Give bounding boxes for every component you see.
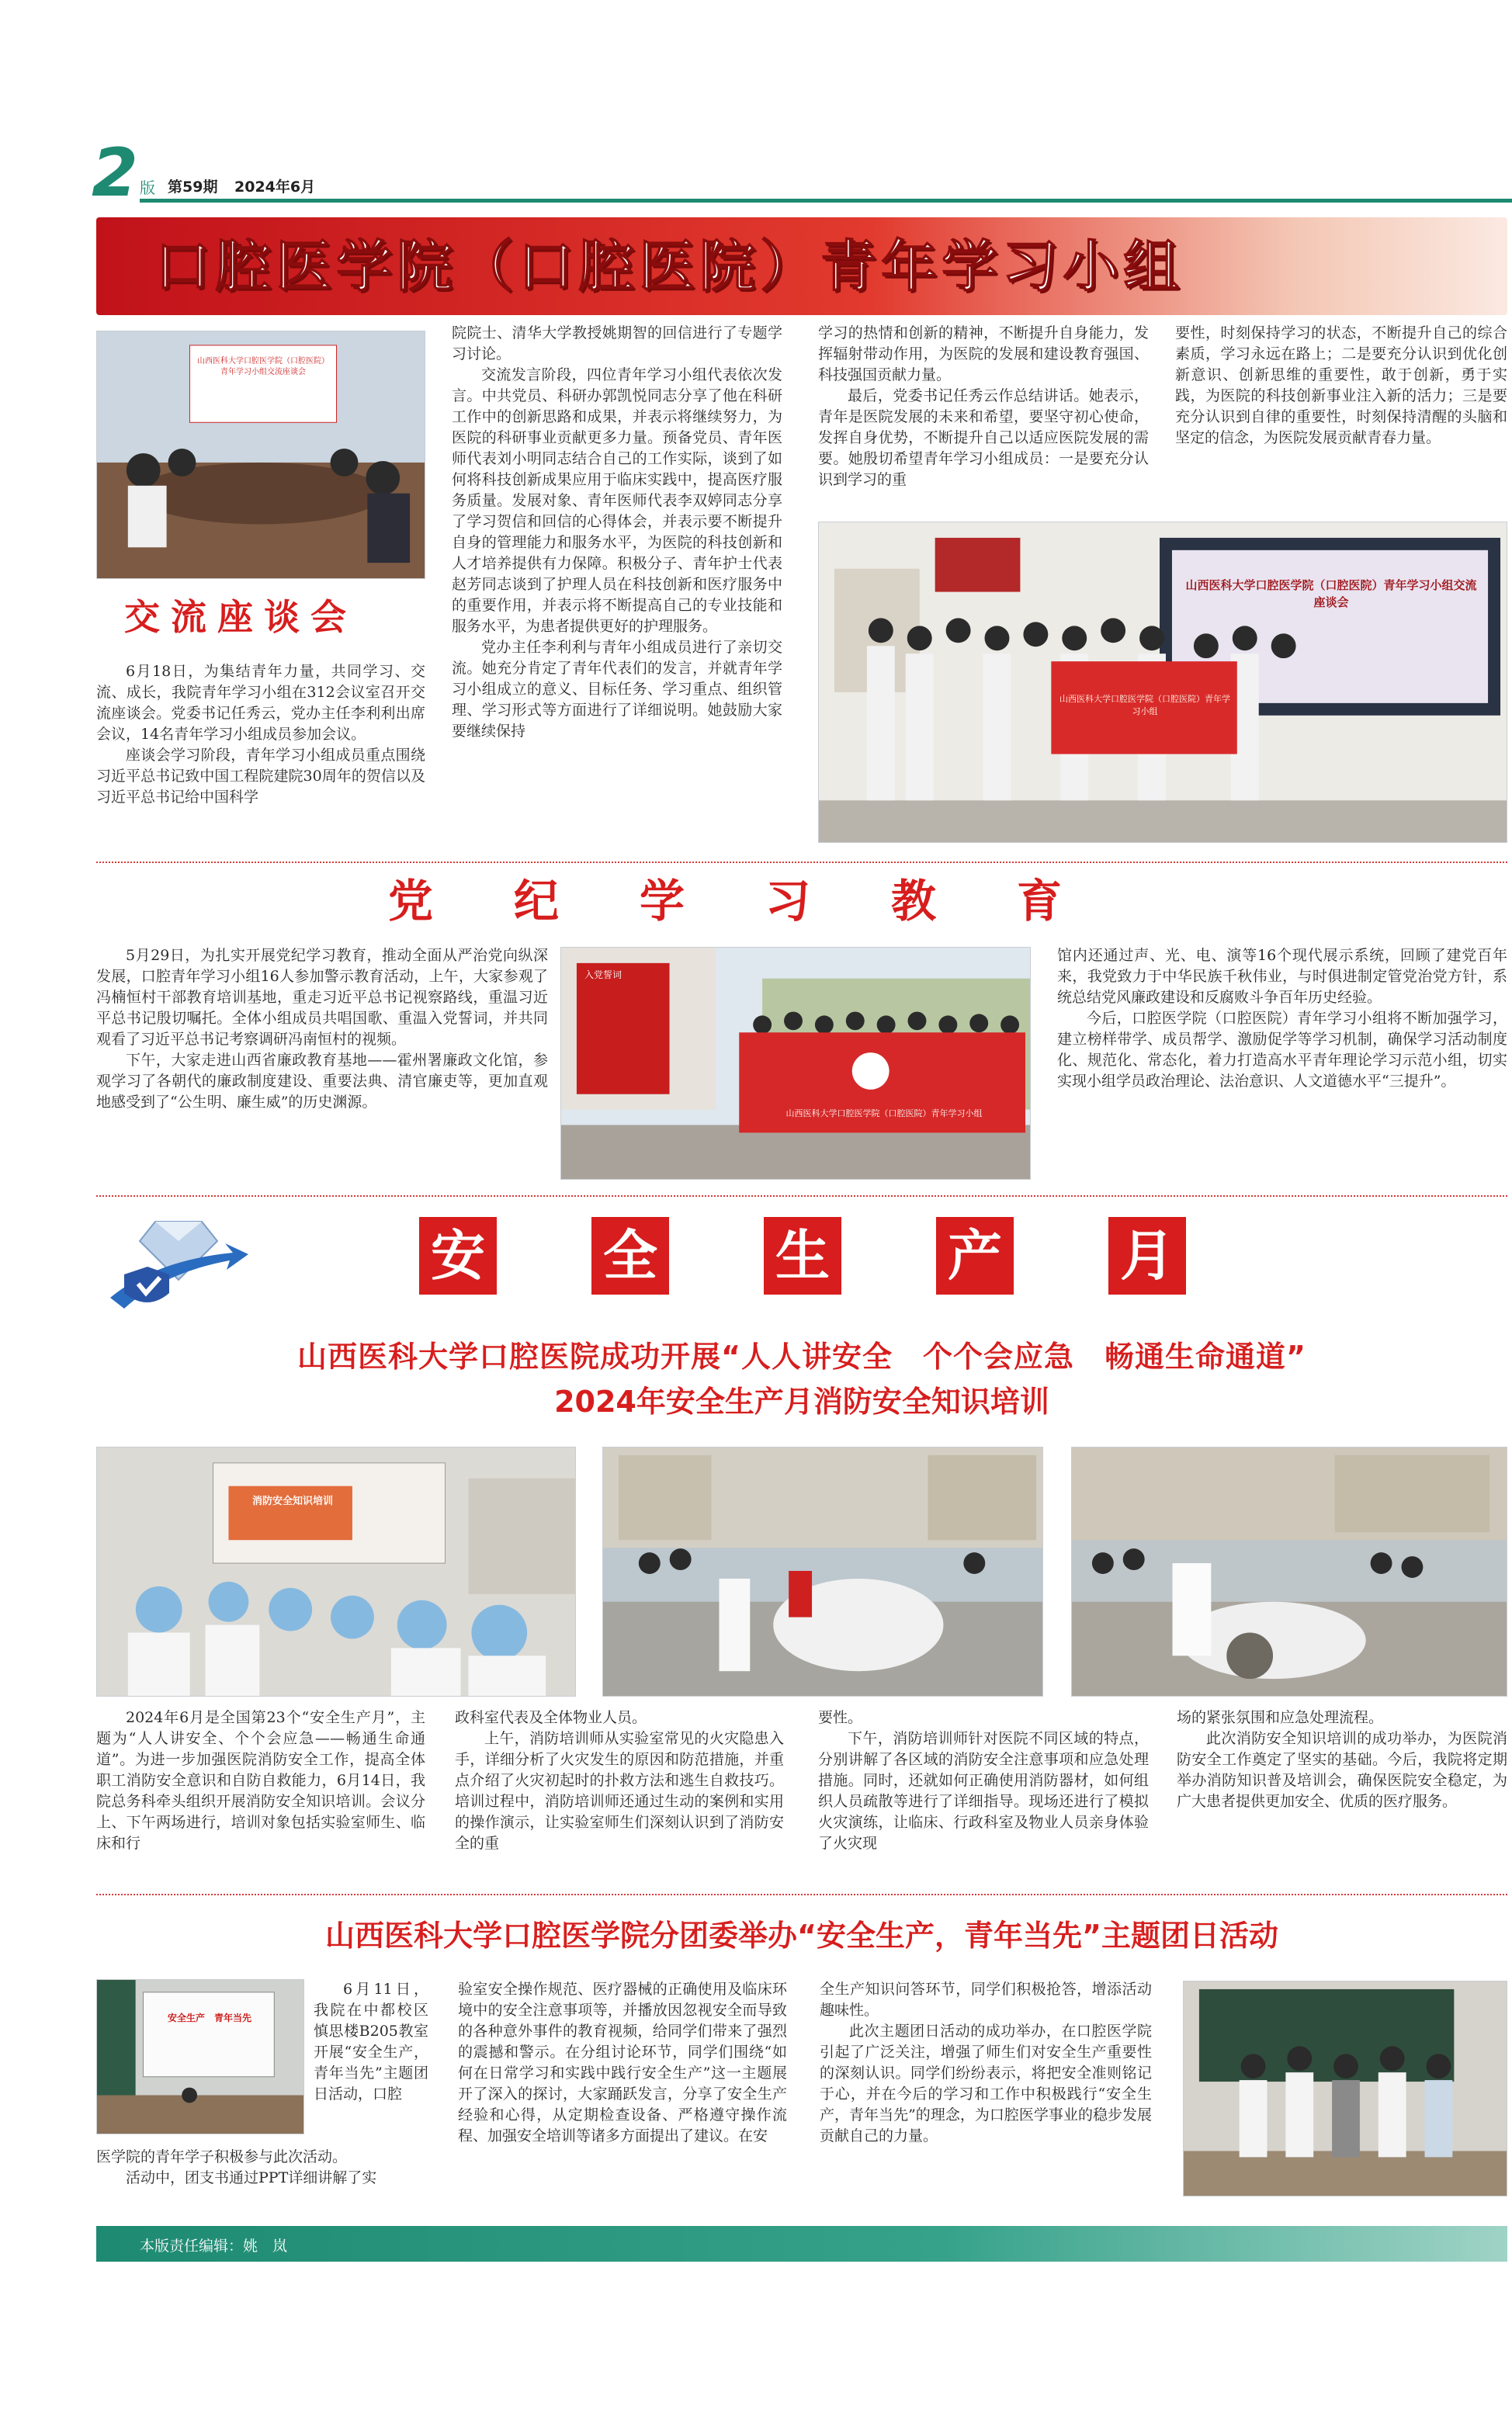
section1-banner xyxy=(96,217,1507,315)
section1-col3 xyxy=(818,323,1149,491)
divider xyxy=(96,1894,1507,1895)
section3-col1 xyxy=(96,1708,425,1854)
section2-col1 xyxy=(96,945,548,1113)
banner-caption: 山西医科大学口腔医学院（口腔医院）青年学习小组 xyxy=(785,1108,983,1118)
section1-banner-title: 口腔医学院（口腔医院）青年学习小组 xyxy=(154,234,1184,299)
section4-col1 xyxy=(96,2147,428,2189)
issue-number: 第59期 xyxy=(168,179,218,196)
oath-sign: 入党誓词 xyxy=(584,969,622,980)
editor-credit: 本版责任编辑：姚 岚 xyxy=(140,2238,288,2255)
paragraph: 此次主题团日活动的成功举办，在口腔医学院引起了广泛关注，增强了师生们对安全生产重要性的深刻认识。同学们纷纷表示，将把安全准则铭记于心，并在今后的学习和工作中积极践行“安全生产，青年当先”的理念，为口腔医学事业的稳步发展贡献自己的力量。 xyxy=(820,2023,1152,2144)
slide-caption: 消防安全知识培训 xyxy=(251,1496,333,1507)
footer-bar xyxy=(96,2226,1507,2262)
paragraph: 交流发言阶段，四位青年学习小组代表依次发言。中共党员、科研办郭凯悦同志分享了他在科研工作中的创新思路和成果，并表示将继续努力，为医院的科研事业贡献更多力量。预备党员、青年医师代表刘小明同志结合自己的工作实际，谈到了如何将科技创新成果应用于临床实践中，提高医疗服务质量。发展对象、青年医师代表李双婷同志分享了学习贺信和回信的心得体会，并表示要不断提升自身的管理能力和服务水平，为医院的科技创新和人才培养提供有力保障。积极分子、青年护士代表赵芳同志谈到了护理人员在科技创新和医疗服务中的重要作用，并表示将不断提高自己的专业技能和服务水平，为患者提供更好的护理服务。 xyxy=(452,366,782,635)
fire-training-subheadline: 2024年安全生产月消防安全知识培训 xyxy=(554,1385,1049,1419)
section4-col1-wrap xyxy=(314,1979,428,2105)
title-char-box: 产 xyxy=(936,1217,1014,1295)
page-number: 2 xyxy=(92,134,138,212)
page-suffix: 版 xyxy=(140,179,155,197)
paragraph: 下午，大家走进山西省廉政教育基地——霍州署廉政文化馆，参观学习了各朝代的廉政制度建设、重要法典、清官廉吏等，更加直观地感受到了“公生明、廉生威”的历史渊源。 xyxy=(96,1052,548,1111)
issue-date: 2024年6月 xyxy=(234,179,316,196)
paragraph: 5月29日，为扎实开展党纪学习教育，推动全面从严治党向纵深发展，口腔青年学习小组16人参加警示教育活动，上午，大家参观了冯楠恒村干部教育培训基地，重走习近平总书记视察路线，重温习近平总书记殷切嘱托。全体小组成员共唱国歌、重温入党誓词，并共同观看了习近平总书记考察调研冯南恒村的视频。 xyxy=(96,947,548,1048)
section3-col3 xyxy=(818,1708,1149,1854)
fire-training-headline: 山西医科大学口腔医院成功开展“人人讲安全 个个会应急 畅通生命通道” xyxy=(297,1340,1306,1374)
section4-col3 xyxy=(820,1979,1152,2147)
paragraph: 院院士、清华大学教授姚期智的回信进行了专题学习讨论。 xyxy=(452,324,782,362)
group-photo xyxy=(818,522,1507,843)
paragraph: 2024年6月是全国第23个“安全生产月”，主题为“人人讲安全、个个会应急——畅通生命通道”。为进一步加强医院消防安全工作，提高全体职工消防安全意识和自防自救能力，6月14日，我院总务科牵头组织开展消防安全知识培训。会议分上、下午两场进行，培训对象包括实验室师生、临床和行 xyxy=(96,1709,425,1852)
section1-col2 xyxy=(452,323,782,742)
masthead xyxy=(92,134,1512,212)
paragraph: 党办主任李利利与青年小组成员进行了亲切交流。她充分肯定了青年代表们的发言，并就青年学习小组成立的意义、目标任务、学习重点、组织管理、学习形式等方面进行了详细说明。她鼓励大家要继续保持 xyxy=(452,639,782,740)
section2-title: 党纪学习教育 xyxy=(388,875,1143,927)
paragraph: 验室安全操作规范、医疗器械的正确使用及临床环境中的安全注意事项等，并播放因忽视安全而导致的各种意外事件的教育视频，给同学们带来了强烈的震撼和警示。在分组讨论环节，同学们围绕“如何在日常学习和实践中践行安全生产”这一主题展开了深入的探讨，大家踊跃发言，分享了安全生产经验和心得，从定期检查设备、严格遵守操作流程、加强安全培训等诸多方面提出了建议。在安 xyxy=(458,1981,787,2144)
paragraph: 全生产知识问答环节，同学们积极抢答，增添活动趣味性。 xyxy=(820,1981,1152,2019)
fire-demonstration-photo xyxy=(1071,1447,1507,1697)
section1-subtitle: 交流座谈会 xyxy=(124,596,357,638)
paragraph: 要性，时刻保持学习的状态，不断提升自己的综合素质，学习永远在路上；二是要充分认识到优化创新意识、创新思维的重要性，敢于创新，勇于实践，为医院的科技创新事业注入新的活力；三是要充分认识到自律的重要性，时刻保持清醒的头脑和坚定的信念，为医院发展贡献青春力量。 xyxy=(1175,324,1507,446)
paragraph: 6月18日，为集结青年力量，共同学习、交流、成长，我院青年学习小组在312会议室召开交流座谈会。党委书记任秀云，党办主任李利利出席会议，14名青年学习小组成员参加会议。 xyxy=(96,663,425,743)
title-char-box: 全 xyxy=(591,1217,669,1295)
paragraph: 座谈会学习阶段，青年学习小组成员重点围绕习近平总书记致中国工程院建院30周年的贺信以及习近平总书记给中国科学 xyxy=(96,747,425,806)
section4-col2 xyxy=(458,1979,787,2147)
screen-caption: 山西医科大学口腔医学院（口腔医院）青年学习小组交流座谈会 xyxy=(197,357,329,376)
title-char-box: 安 xyxy=(419,1217,497,1295)
paragraph: 最后，党委书记任秀云作总结讲话。她表示，青年是医院发展的未来和希望，要坚守初心使命，发挥自身优势，不断提升自己以适应医院发展的需要。她殷切希望青年学习小组成员：一是要充分认识到学习的重 xyxy=(818,387,1149,488)
shield-diamond-icon xyxy=(101,1206,256,1323)
masthead-rule xyxy=(140,199,1512,203)
banner-caption: 山西医科大学口腔医学院（口腔医院）青年学习小组 xyxy=(1059,694,1230,716)
divider xyxy=(96,862,1507,863)
projector-caption: 山西医科大学口腔医学院（口腔医院）青年学习小组交流座谈会 xyxy=(1185,578,1477,609)
classroom-photo xyxy=(96,1979,304,2134)
students-photo xyxy=(1183,1981,1507,2196)
extinguisher-drill-photo xyxy=(602,1447,1043,1697)
slide-caption: 安全生产 青年当先 xyxy=(167,2013,251,2023)
paragraph: 场的紧张氛围和应急处理流程。 xyxy=(1177,1709,1384,1726)
divider xyxy=(96,1195,1507,1197)
league-day-headline: 山西医科大学口腔医学院分团委举办“安全生产，青年当先”主题团日活动 xyxy=(325,1919,1278,1953)
section3-col2 xyxy=(455,1708,784,1854)
paragraph: 6月11日，我院在中都校区慎思楼B205教室开展“安全生产，青年当先”主题团日活动，口腔 xyxy=(314,1981,428,2103)
paragraph: 馆内还通过声、光、电、演等16个现代展示系统，回顾了建党百年来，我党致力于中华民族千秋伟业，与时俱进制定管党治党方针，系统总结党风廉政建设和反腐败斗争百年历史经验。 xyxy=(1057,947,1507,1006)
safety-month-title xyxy=(419,1217,1195,1302)
title-char-box: 生 xyxy=(764,1217,841,1295)
section2-col2 xyxy=(1057,945,1507,1092)
education-base-photo xyxy=(560,947,1031,1180)
paragraph: 活动中，团支书通过PPT详细讲解了实 xyxy=(126,2169,377,2186)
section1-col4 xyxy=(1175,323,1507,449)
training-lecture-photo xyxy=(96,1447,576,1697)
paragraph: 下午，消防培训师针对医院不同区域的特点，分别讲解了各区域的消防安全注意事项和应急处理措施。同时，还就如何正确使用消防器材，如何组织人员疏散等进行了详细指导。现场还进行了模拟火灾演练，让临床、行政科室及物业人员亲身体验了火灾现 xyxy=(818,1730,1149,1852)
section3-col4 xyxy=(1177,1708,1507,1812)
paragraph: 今后，口腔医学院（口腔医院）青年学习小组将不断加强学习，建立榜样带学、成员帮学、激励促学等学习机制，确保学习活动制度化、规范化、常态化，着力打造高水平青年理论学习示范小组，切实实现小组学员政治理论、法治意识、人文道德水平“三提升”。 xyxy=(1057,1010,1507,1090)
meeting-photo xyxy=(96,331,425,579)
section1-col1 xyxy=(96,661,425,808)
paragraph: 学习的热情和创新的精神，不断提升自身能力，发挥辐射带动作用，为医院的发展和建设教育强国、科技强国贡献力量。 xyxy=(818,324,1149,383)
paragraph: 医学院的青年学子积极参与此次活动。 xyxy=(96,2148,348,2165)
title-char-box: 月 xyxy=(1108,1217,1186,1295)
paragraph: 政科室代表及全体物业人员。 xyxy=(455,1709,647,1726)
paragraph: 上午，消防培训师从实验室常见的火灾隐患入手，详细分析了火灾发生的原因和防范措施，并重点介绍了火灾初起时的扑救方法和逃生自救技巧。培训过程中，消防培训师还通过生动的案例和实用的操作演示，让实验室师生们深刻认识到了消防安全的重 xyxy=(455,1730,784,1852)
paragraph: 要性。 xyxy=(818,1709,863,1726)
paragraph: 此次消防安全知识培训的成功举办，为医院消防安全工作奠定了坚实的基础。今后，我院将定期举办消防知识普及培训会，确保医院安全稳定，为广大患者提供更加安全、优质的医疗服务。 xyxy=(1177,1730,1507,1810)
